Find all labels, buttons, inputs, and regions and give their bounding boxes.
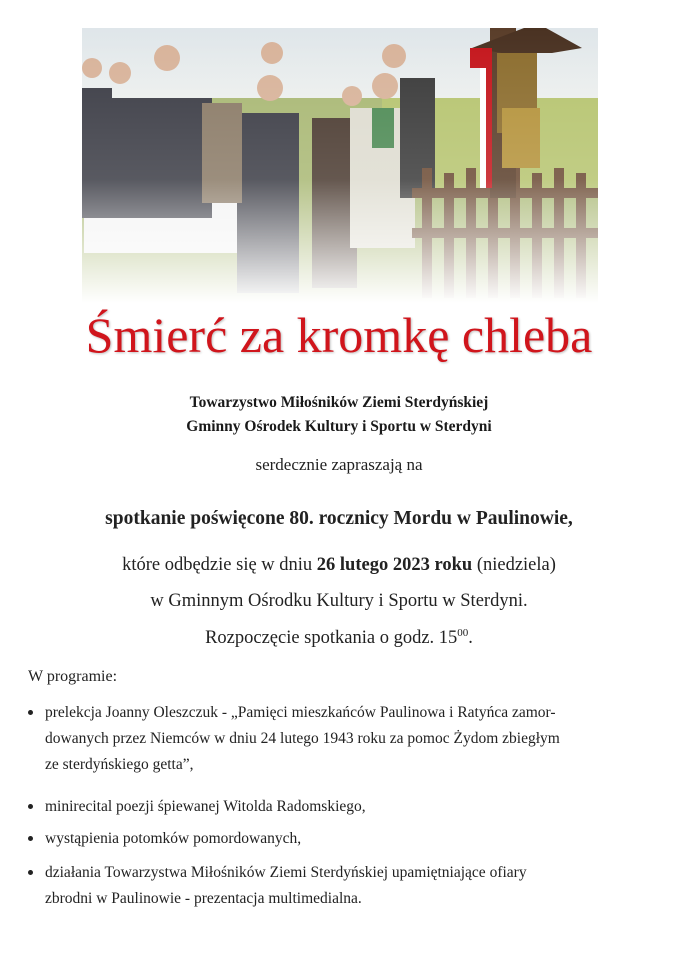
event-date: 26 lutego 2023 roku — [316, 555, 473, 575]
program-item-2: minirecital poezji śpiewanej Witolda Radomskiego, — [45, 798, 366, 815]
program-item-3: wystąpienia potomków pomordowanych, — [45, 830, 302, 847]
list-item — [28, 794, 658, 820]
start-minutes: 00 — [457, 627, 469, 639]
organizer-2: Gminny Ośrodek Kultury i Sportu w Sterdyni — [186, 418, 492, 435]
program-item-1-line-3: ze sterdyńskiego getta”, — [45, 756, 194, 773]
bullet-icon — [28, 870, 33, 875]
program-item-1-line-2: dowanych przez Niemców w dniu 24 lutego 1943 roku za pomoc Żydom zbiegłym — [45, 730, 560, 747]
bullet-icon — [28, 804, 33, 809]
list-item — [28, 826, 658, 852]
list-item — [28, 700, 658, 778]
organizer-1: Towarzystwo Miłośników Ziemi Sterdyńskiej — [189, 394, 489, 411]
program-item-1-line-1: prelekcja Joanny Oleszczuk - „Pamięci mieszkańców Paulinowa i Ratyńca zamor- — [45, 704, 556, 721]
event-start-time — [0, 627, 678, 649]
event-location: w Gminnym Ośrodku Kultury i Sportu w Sterdyni. — [150, 591, 528, 611]
date-suffix: (niedziela) — [472, 555, 556, 575]
bullet-icon — [28, 710, 33, 715]
invitation-text: serdecznie zapraszają na — [255, 455, 423, 474]
program-item-4-line-1: działania Towarzystwa Miłośników Ziemi Sterdyńskiej upamiętniające ofiary — [45, 864, 527, 881]
start-prefix: Rozpoczęcie spotkania o godz. — [205, 628, 439, 649]
program-label: W programie: — [28, 668, 118, 685]
program-list — [28, 700, 658, 912]
list-item — [28, 860, 658, 912]
date-prefix: które odbędzie się w dniu — [122, 555, 317, 575]
event-date-line — [0, 555, 678, 576]
page-title: Śmierć za kromkę chleba — [85, 307, 593, 363]
start-suffix: . — [468, 628, 473, 649]
ceremony-photo — [82, 28, 598, 303]
event-headline: spotkanie poświęcone 80. rocznicy Mordu w Paulinowie, — [105, 508, 573, 529]
start-hour: 15 — [438, 628, 458, 649]
bullet-icon — [28, 836, 33, 841]
program-item-4-line-2: zbrodni w Paulinowie - prezentacja multimedialna. — [45, 890, 362, 907]
